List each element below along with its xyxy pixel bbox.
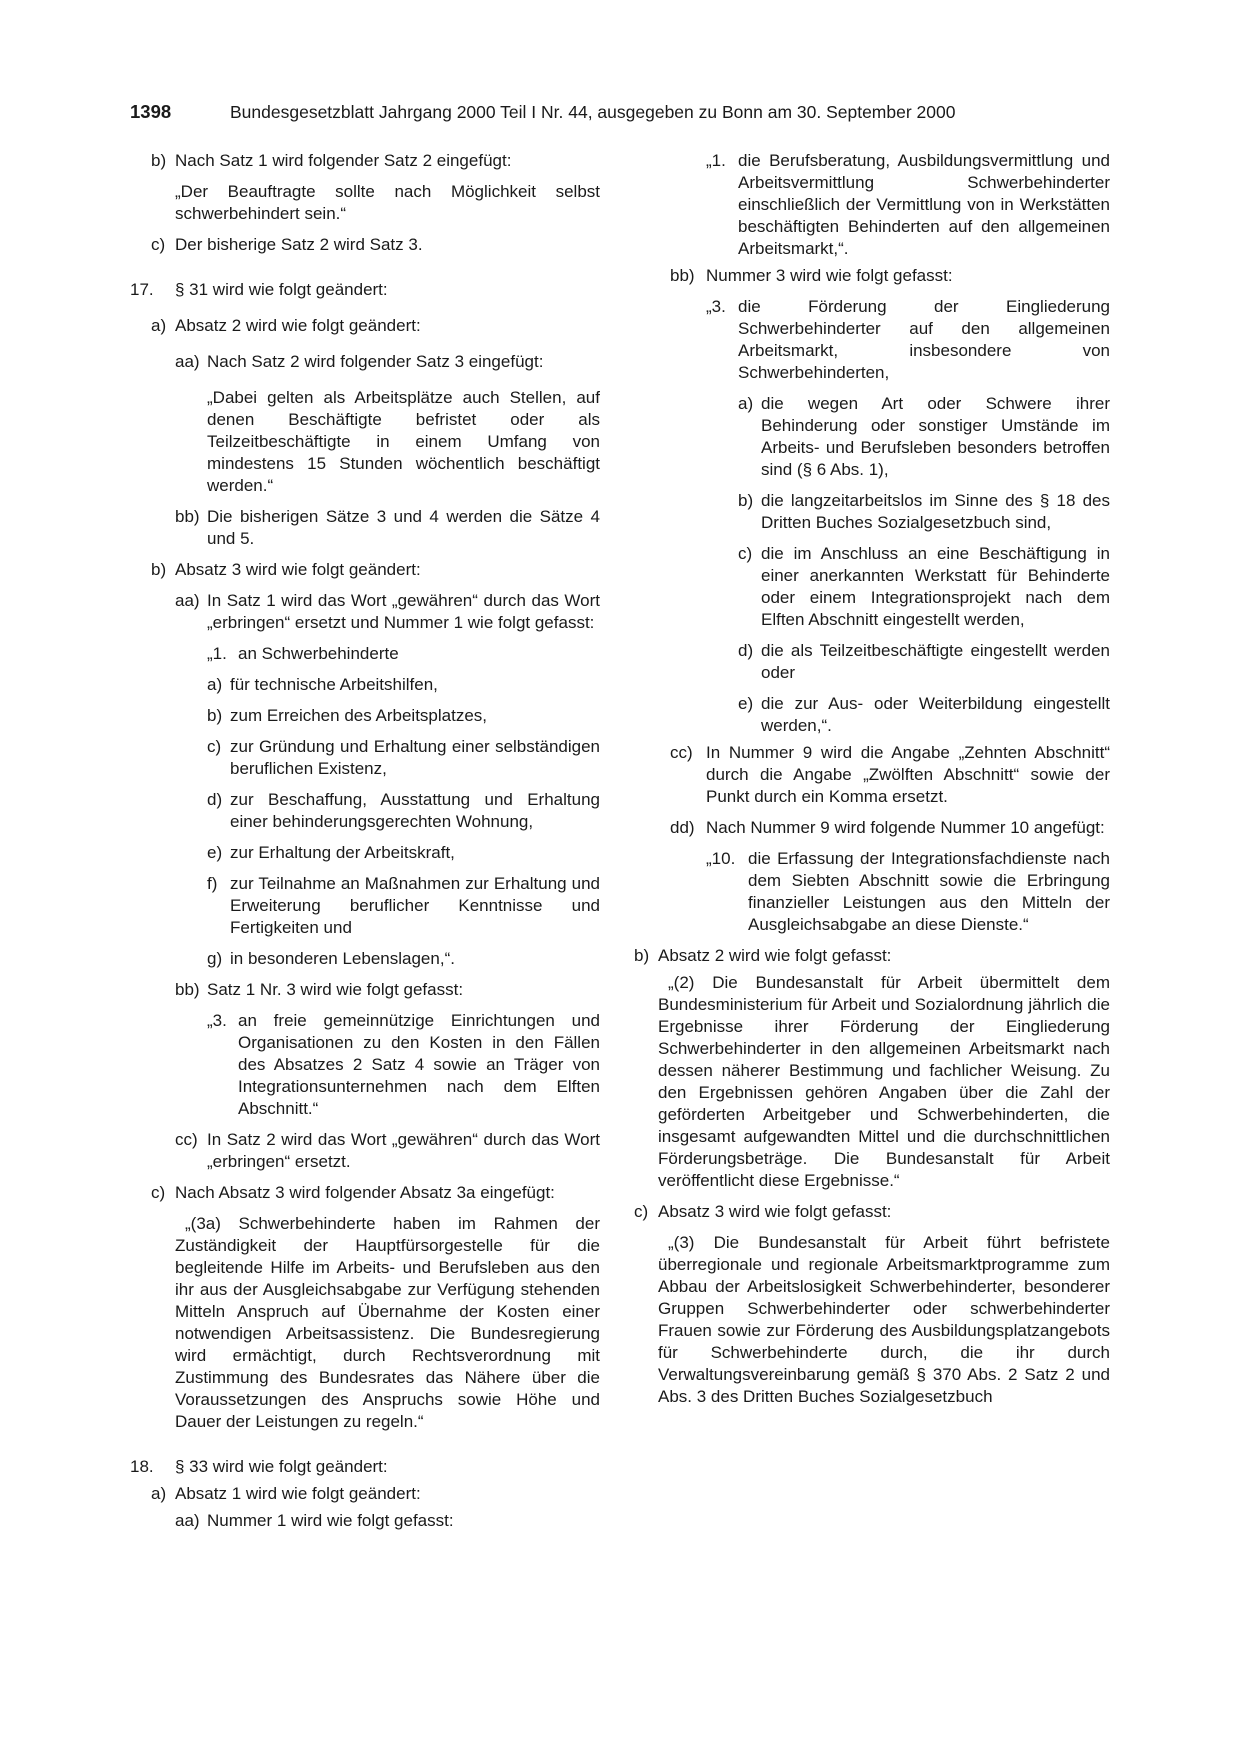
item-r-b: b) Absatz 2 wird wie folgt gefasst: [634,946,892,965]
list-item-label: g) [207,949,223,968]
list-item-text: die langzeitarbeitslos im Sinne des § 18 des Dritten Buches Sozialgesetzbuch sind, [761,491,1110,532]
list-item-label: c) [207,737,222,756]
list-item [207,789,600,833]
list-item [207,736,600,780]
item-b: b) Nach Satz 1 wird folgender Satz 2 eingefügt: [151,151,512,170]
item-r-c: c) Absatz 3 wird wie folgt gefasst: [634,1202,892,1221]
item-r-cc: cc) In Nummer 9 wird die Angabe „Zehnten Abschnitt“ durch die Angabe „Zwölften Abschnitt“ sowie der Punkt durch ein Komma ersetzt. [670,743,1110,806]
list-item [207,842,600,864]
list-item-text: zur Beschaffung, Ausstattung und Erhaltung einer behinderungsgerechten Wohnung, [230,790,600,831]
item-17c: c) Nach Absatz 3 wird folgender Absatz 3a eingefügt: [151,1183,555,1202]
quote-b: „Der Beauftragte sollte nach Möglichkeit selbst schwerbehindert sein.“ [175,182,600,223]
item-17a: a) Absatz 2 wird wie folgt geändert: [151,316,421,335]
list-item-label: d) [207,790,223,809]
list-item-label: e) [738,694,754,713]
quote-r-c: „(3) Die Bundesanstalt für Arbeit führt befristete überregionale und regionale Arbeitsmarktprogramme zum Abbau der Arbeitslosigkeit Schwerbehinderter, besonderer Gruppen Schwerbehinderter oder schwerbehinderter Frauen sowie zur Förderung des Ausbildungsplatzangebots für Schwerbehinderte durch, die ihr durch Verwaltungsvereinbarung gemäß § 370 Abs. 2 Satz 2 und Abs. 3 des Dritten Buches Sozialgesetzbuch [658,1233,1110,1406]
list-item [207,705,600,727]
list-item [207,873,600,939]
running-title: Bundesgesetzblatt Jahrgang 2000 Teil I Nr. 44, ausgegeben zu Bonn am 30. September 2000 [230,102,956,122]
quote-nr1-list [130,674,600,970]
list-item [738,640,1110,684]
item-r-dd: dd) Nach Nummer 9 wird folgende Nummer 10 angefügt: [670,818,1105,837]
list-item-text: in besonderen Lebenslagen,“. [230,949,455,968]
item-17b-bb: bb) Satz 1 Nr. 3 wird wie folgt gefasst: [175,980,464,999]
list-item-label: a) [738,394,754,413]
item-18: 18. § 33 wird wie folgt geändert: [130,1457,388,1476]
list-item [738,393,1110,481]
list-item [207,674,600,696]
list-item-text: zur Erhaltung der Arbeitskraft, [230,843,455,862]
list-item-label: b) [738,491,754,510]
list-item-label: d) [738,641,754,660]
right-column [634,150,1110,1408]
list-item-text: zur Teilnahme an Maßnahmen zur Erhaltung und Erweiterung beruflicher Kenntnisse und Fertigkeiten und [230,874,600,937]
item-r-bb: bb) Nummer 3 wird wie folgt gefasst: [670,266,953,285]
quote-r-nr3-list [670,393,1110,737]
list-item [738,490,1110,534]
quote-r-nr3: „3. die Förderung der Eingliederung Schwerbehinderter auf den allgemeinen Arbeitsmarkt, insbesondere von Schwerbehinderten, [706,297,1110,382]
list-item-label: c) [738,544,753,563]
quote-r-nr1: „1. die Berufsberatung, Ausbildungsvermittlung und Arbeitsvermittlung Schwerbehinderter einschließlich der Vermittlung von in Werkstätten beschäftigten Behinderten auf den allgemeinen Arbeitsmarkt,“. [706,151,1110,258]
list-item [738,543,1110,631]
list-item-text: zum Erreichen des Arbeitsplatzes, [230,706,488,725]
quote-r-nr10: „10. die Erfassung der Integrationsfachdienste nach dem Siebten Abschnitt sowie die Erbringung finanzieller Leistungen aus den Mitteln der Ausgleichsabgabe an diese Dienste.“ [706,849,1110,934]
list-item-label: a) [207,675,223,694]
item-c: c) Der bisherige Satz 2 wird Satz 3. [151,235,423,254]
list-item-label: b) [207,706,223,725]
list-item-text: die wegen Art oder Schwere ihrer Behinderung oder sonstiger Umstände im Arbeits- und Berufsleben besonders betroffen sind (§ 6 Abs. 1), [761,394,1110,479]
left-column [130,150,600,1532]
list-item-text: zur Gründung und Erhaltung einer selbständigen beruflichen Existenz, [230,737,600,778]
list-item-text: die als Teilzeitbeschäftigte eingestellt werden oder [761,641,1110,682]
quote-nr1: „1. an Schwerbehinderte [207,644,399,663]
item-17a-bb: bb) Die bisherigen Sätze 3 und 4 werden die Sätze 4 und 5. [175,507,600,548]
list-item [738,693,1110,737]
item-17b-aa: aa) In Satz 1 wird das Wort „gewähren“ durch das Wort „erbringen“ ersetzt und Nummer 1 wie folgt gefasst: [175,591,600,632]
list-item-label: e) [207,843,223,862]
item-17b-cc: cc) In Satz 2 wird das Wort „gewähren“ durch das Wort „erbringen“ ersetzt. [175,1130,600,1171]
list-item [207,948,600,970]
quote-r-b: „(2) Die Bundesanstalt für Arbeit übermittelt dem Bundesministerium für Arbeit und Sozialordnung jährlich die Ergebnisse ihrer Förderung der Eingliederung Schwerbehinderter in den allgemeinen Arbeitsmarkt nach dessen näherer Bestimmung und fachlicher Weisung. Zu den Ergebnissen gehören Angaben über die Zahl der geförderten Arbeitgeber und Schwerbehinderten, die insgesamt aufgewandten Mittel und die durchschnittlichen Förderungsbeträge. Die Bundesanstalt für Arbeit veröffentlicht diese Ergebnisse.“ [658,973,1110,1190]
item-17b: b) Absatz 3 wird wie folgt geändert: [151,560,421,579]
list-item-text: für technische Arbeitshilfen, [230,675,438,694]
quote-17c: „(3a) Schwerbehinderte haben im Rahmen der Zuständigkeit der Hauptfürsorgestelle für die begleitende Hilfe im Arbeits- und Berufsleben aus den ihr aus der Ausgleichsabgabe zur Verfügung stehenden Mitteln Anspruch auf Übernahme der Kosten einer notwendigen Arbeitsassistenz. Die Bundesregierung wird ermächtigt, durch Rechtsverordnung mit Zustimmung des Bundesrates das Nähere über die Voraussetzungen des Anspruchs sowie Höhe und Dauer der Leistungen zu regeln.“ [175,1214,600,1431]
item-18a-aa: aa) Nummer 1 wird wie folgt gefasst: [175,1511,454,1530]
item-18a: a) Absatz 1 wird wie folgt geändert: [151,1484,421,1503]
list-item-text: die im Anschluss an eine Beschäftigung in einer anerkannten Werkstatt für Behinderte oder einem Integrationsprojekt nach dem Elften Abschnitt eingestellt werden, [761,544,1110,629]
quote-nr3: „3. an freie gemeinnützige Einrichtungen und Organisationen zu den Kosten in den Fällen des Absatzes 2 Satz 4 sowie an Träger von Integrationsunternehmen nach dem Elften Abschnitt.“ [207,1011,600,1118]
item-17: 17. § 31 wird wie folgt geändert: [130,280,388,299]
quote-17a-aa: „Dabei gelten als Arbeitsplätze auch Stellen, auf denen Beschäftigte befristet oder als Teilzeitbeschäftigte in einem Umfang von mindestens 15 Stunden wöchentlich beschäftigt werden.“ [207,388,600,495]
page-number: 1398 [130,101,172,122]
list-item-text: die zur Aus- oder Weiterbildung eingestellt werden,“. [761,694,1110,735]
list-item-label: f) [207,874,218,893]
item-17a-aa: aa) Nach Satz 2 wird folgender Satz 3 eingefügt: [175,352,544,371]
